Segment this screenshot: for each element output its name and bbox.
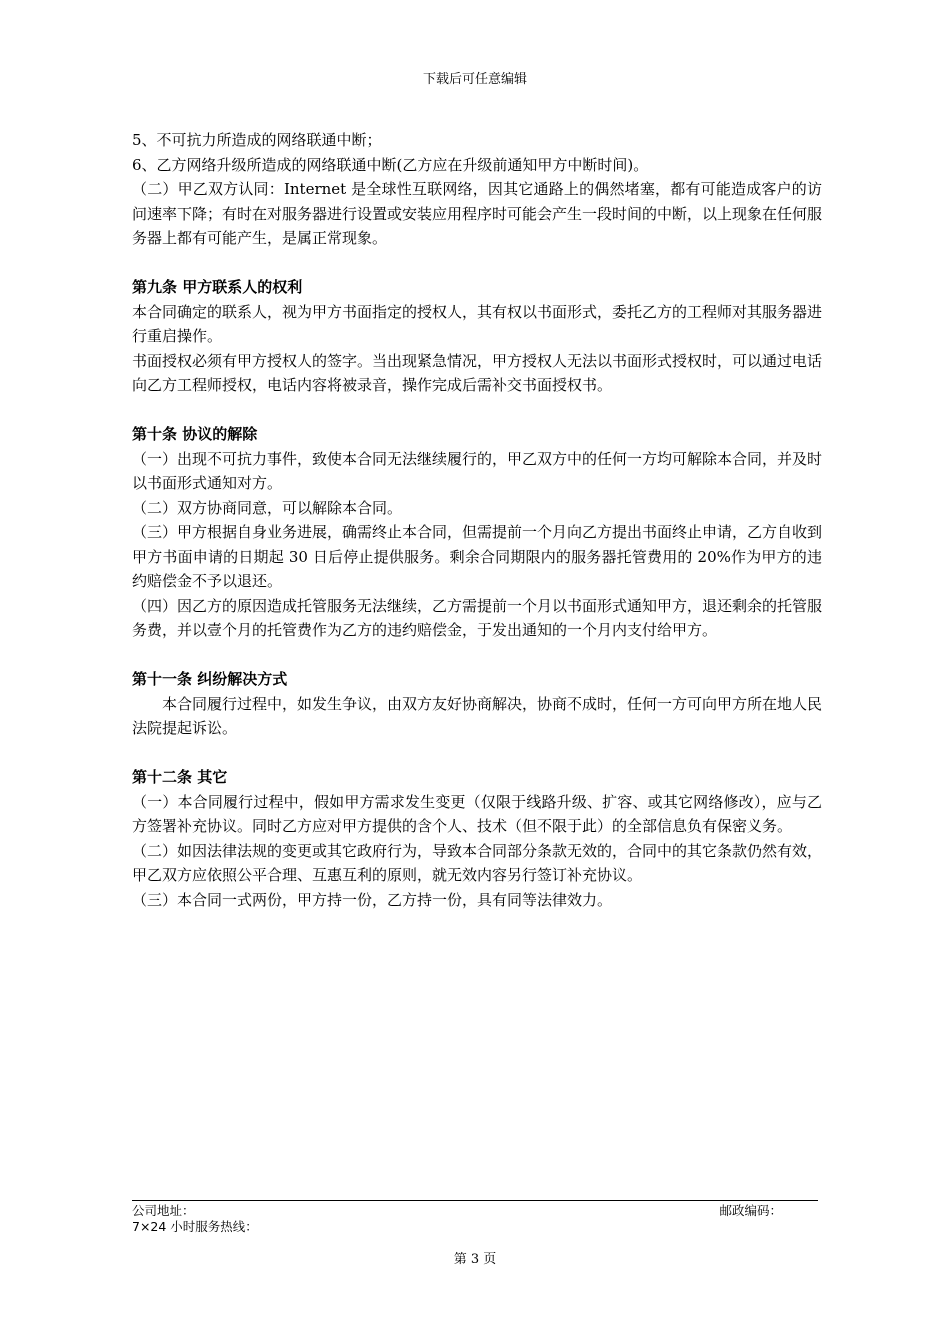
page-header: 下载后可任意编辑 — [422, 72, 527, 87]
paragraph: （一）本合同履行过程中，假如甲方需求发生变更（仅限于线路升级、扩容、或其它网络修改），应与乙方签署补充协议。同时乙方应对甲方提供的含个人、技术（但不限于此）的全部信息负有保密义务。 — [132, 792, 822, 835]
paragraph: （二）如因法律法规的变更或其它政府行为，导致本合同部分条款无效的，合同中的其它条款仍然有效，甲乙双方应依照公平合理、互惠互利的原则，就无效内容另行签订补充协议。 — [132, 841, 823, 884]
section-title-12: 第十二条 其它 — [132, 768, 228, 786]
page-number: 第 3 页 — [453, 1252, 497, 1267]
document-body — [132, 128, 822, 912]
paragraph: 6、乙方网络升级所造成的网络联通中断(乙方应在升级前通知甲方中断时间)。 — [132, 155, 649, 174]
paragraph: （二）甲乙双方认同：Internet 是全球性互联网络，因其它通路上的偶然堵塞，都有可能造成客户的访问速率下降；有时在对服务器进行设置或安装应用程序时可能会产生一段时间的中断，以上现象在任何服务器上都有可能产生，是属正常现象。 — [132, 180, 823, 247]
paragraph: （四）因乙方的原因造成托管服务无法继续，乙方需提前一个月以书面形式通知甲方，退还剩余的托管服务费，并以壹个月的托管费作为乙方的违约赔偿金，于发出通知的一个月内支付给甲方。 — [132, 596, 823, 639]
section-title-10: 第十条 协议的解除 — [132, 425, 258, 443]
page-footer — [132, 1203, 818, 1235]
paragraph: （一）出现不可抗力事件，致使本合同无法继续履行的，甲乙双方中的任何一方均可解除本合同，并及时以书面形式通知对方。 — [132, 449, 823, 492]
postal-code-label: 邮政编码： — [719, 1203, 782, 1218]
paragraph: 本合同履行过程中，如发生争议，由双方友好协商解决，协商不成时，任何一方可向甲方所在地人民法院提起诉讼。 — [132, 694, 823, 737]
paragraph: （二）双方协商同意，可以解除本合同。 — [132, 498, 403, 517]
company-address-label: 公司地址： — [132, 1203, 195, 1218]
paragraph: （三）本合同一式两份，甲方持一份，乙方持一份，具有同等法律效力。 — [132, 890, 613, 909]
paragraph: 本合同确定的联系人，视为甲方书面指定的授权人，其有权以书面形式，委托乙方的工程师对其服务器进行重启操作。 — [132, 302, 823, 345]
paragraph: 书面授权必须有甲方授权人的签字。当出现紧急情况，甲方授权人无法以书面形式授权时，可以通过电话向乙方工程师授权，电话内容将被录音，操作完成后需补交书面授权书。 — [132, 351, 823, 394]
section-title-9: 第九条 甲方联系人的权利 — [132, 278, 303, 296]
section-title-11: 第十一条 纠纷解决方式 — [132, 670, 288, 688]
footer-divider — [132, 1200, 818, 1201]
paragraph: 5、不可抗力所造成的网络联通中断； — [132, 131, 382, 149]
paragraph: （三）甲方根据自身业务进展，确需终止本合同，但需提前一个月向乙方提出书面终止申请，乙方自收到甲方书面申请的日期起 30 日后停止提供服务。剩余合同期限内的服务器托管费用的 20%作为甲方的违约赔偿金不予以退还。 — [132, 523, 823, 590]
hotline-label: 7×24 小时服务热线： — [132, 1219, 258, 1234]
